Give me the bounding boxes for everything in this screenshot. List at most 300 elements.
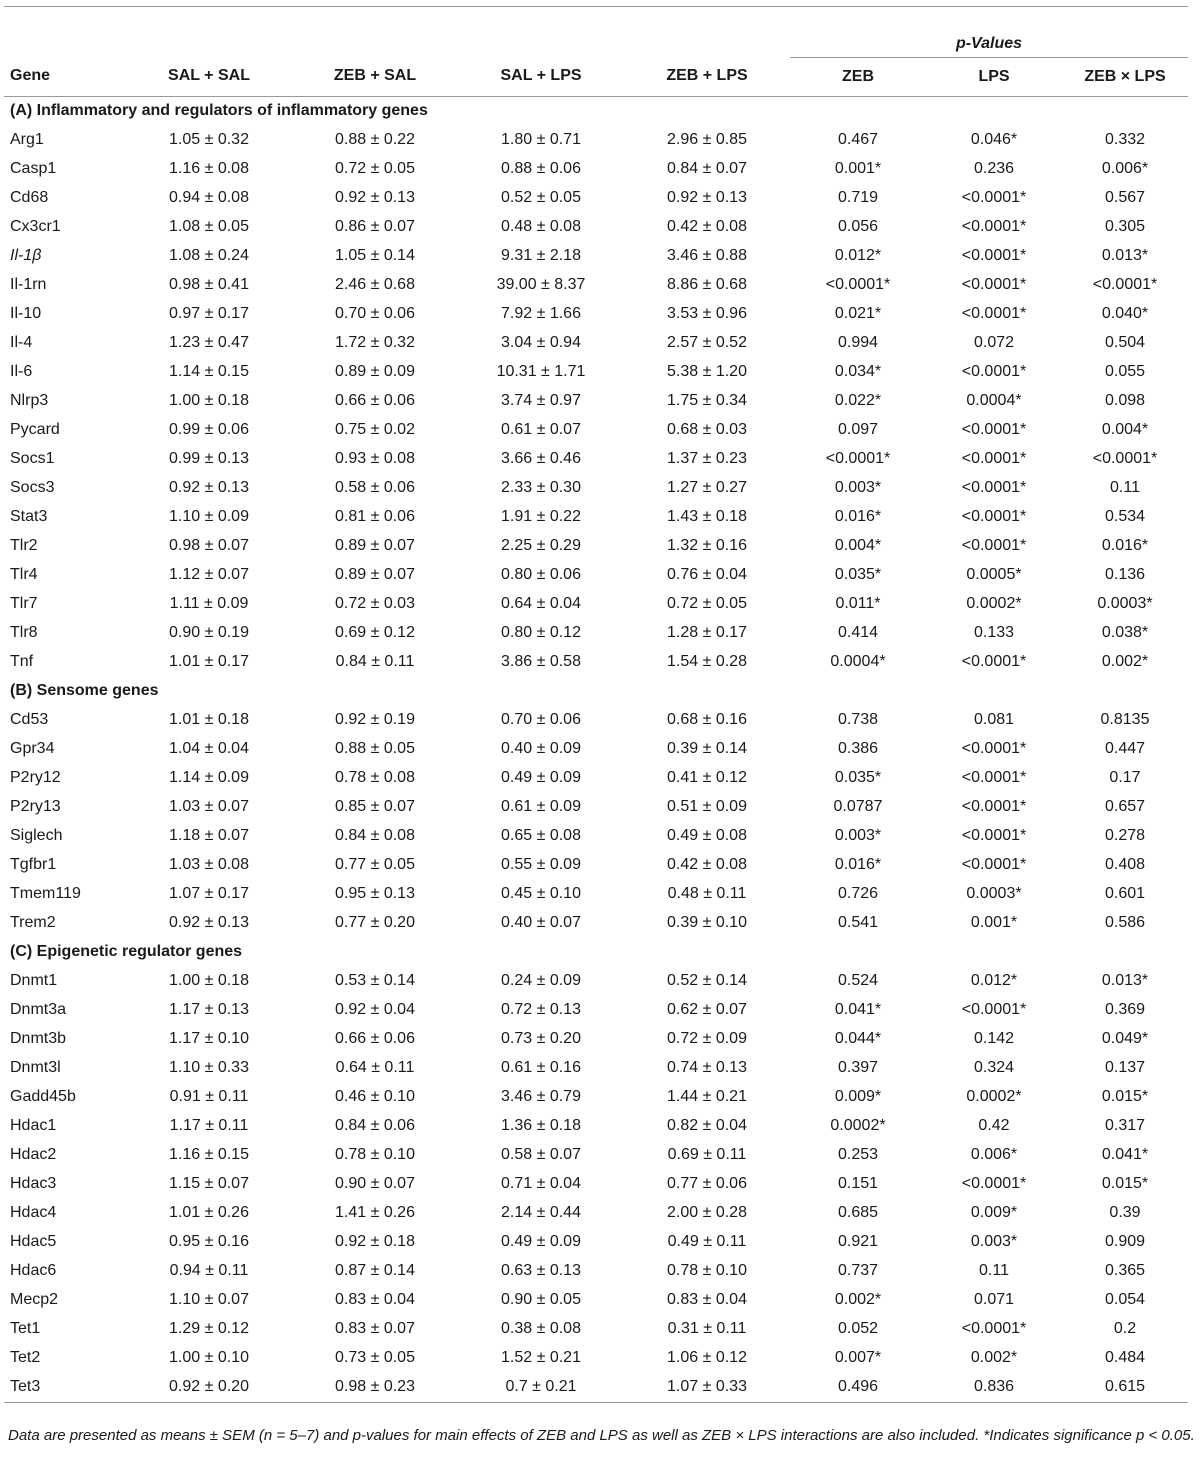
sal-sal-cell: 1.14 ± 0.15	[169, 363, 249, 380]
p-interaction-cell: 0.040*	[1101, 305, 1149, 322]
p-lps-cell: 0.324	[973, 1059, 1015, 1076]
zeb-lps-cell: 0.76 ± 0.04	[667, 566, 747, 583]
sal-lps-cell: 0.49 ± 0.09	[501, 769, 581, 786]
sal-sal-cell: 1.01 ± 0.18	[169, 711, 249, 728]
gene-name-cell: Tgfbr1	[10, 856, 57, 873]
p-lps-cell: 0.081	[973, 711, 1015, 728]
table-row	[4, 1054, 1188, 1083]
zeb-sal-cell: 0.72 ± 0.05	[335, 160, 415, 177]
p-interaction-cell: 0.909	[1104, 1233, 1146, 1250]
zeb-sal-cell: 0.66 ± 0.06	[335, 1030, 415, 1047]
p-lps-cell: <0.0001*	[961, 1320, 1027, 1337]
gene-name-cell: Tnf	[10, 653, 34, 670]
sal-sal-cell: 1.05 ± 0.32	[169, 131, 249, 148]
table-row	[4, 822, 1188, 851]
gene-name-cell: Dnmt3a	[10, 1001, 67, 1018]
p-interaction-cell: 0.002*	[1101, 653, 1149, 670]
sal-lps-cell: 39.00 ± 8.37	[496, 276, 586, 293]
p-lps-cell: <0.0001*	[961, 856, 1027, 873]
sal-lps-cell: 0.40 ± 0.07	[501, 914, 581, 931]
sal-lps-cell: 0.88 ± 0.06	[501, 160, 581, 177]
p-lps-cell: <0.0001*	[961, 276, 1027, 293]
sal-lps-cell: 1.36 ± 0.18	[501, 1117, 581, 1134]
p-lps-cell: 0.0003*	[966, 885, 1022, 902]
zeb-sal-cell: 0.84 ± 0.11	[335, 653, 415, 670]
p-zeb-cell: 0.011*	[835, 595, 881, 612]
p-lps-cell: 0.0002*	[966, 595, 1022, 612]
sal-sal-cell: 0.99 ± 0.13	[169, 450, 249, 467]
zeb-lps-cell: 0.78 ± 0.10	[667, 1262, 747, 1279]
sal-lps-cell: 9.31 ± 2.18	[501, 247, 581, 264]
gene-name-cell: Tet3	[4, 1373, 126, 1403]
p-lps-cell: <0.0001*	[961, 479, 1027, 496]
p-zeb-cell: 0.0787	[833, 798, 883, 815]
table-row	[4, 909, 1188, 938]
p-lps-cell: 0.002*	[970, 1349, 1018, 1366]
gene-name-cell: Tlr2	[10, 537, 38, 554]
p-zeb-cell: 0.044*	[834, 1030, 882, 1047]
zeb-lps-cell: 1.32 ± 0.16	[667, 537, 747, 554]
p-interaction-cell: 0.447	[1104, 740, 1146, 757]
p-zeb-cell: 0.726	[837, 885, 879, 902]
zeb-sal-cell: 0.72 ± 0.03	[335, 595, 415, 612]
p-lps-cell: 0.006*	[970, 1146, 1018, 1163]
p-zeb-cell: 0.041*	[834, 1001, 882, 1018]
gene-name-cell: Tlr4	[10, 566, 38, 583]
zeb-sal-cell: 0.53 ± 0.14	[335, 972, 415, 989]
p-interaction-cell: <0.0001*	[1092, 276, 1158, 293]
zeb-lps-cell: 0.68 ± 0.03	[667, 421, 747, 438]
p-lps-cell: 0.071	[973, 1291, 1015, 1308]
zeb-lps-cell: 0.51 ± 0.09	[667, 798, 747, 815]
p-zeb-cell: 0.386	[837, 740, 879, 757]
zeb-lps-cell: 0.39 ± 0.10	[667, 914, 747, 931]
table-row	[4, 358, 1188, 387]
p-interaction-cell: 0.504	[1104, 334, 1146, 351]
zeb-lps-cell: 0.77 ± 0.06	[667, 1175, 747, 1192]
gene-name-cell: Nlrp3	[10, 392, 49, 409]
table-footnote: Data are presented as means ± SEM (n = 5–7) and p-values for main effects of ZEB and LPS as well as ZEB × LPS interactions are also included. *Indicates significance p < 0.05.	[8, 1427, 1195, 1444]
p-lps-cell: <0.0001*	[961, 363, 1027, 380]
zeb-sal-cell: 0.81 ± 0.06	[335, 508, 415, 525]
sal-sal-cell: 1.00 ± 0.10	[169, 1349, 249, 1366]
zeb-sal-cell: 0.73 ± 0.05	[335, 1349, 415, 1366]
p-lps-cell: <0.0001*	[961, 508, 1027, 525]
gene-name-cell: Socs3	[10, 479, 55, 496]
p-interaction-cell: 0.136	[1104, 566, 1146, 583]
zeb-lps-cell: 0.74 ± 0.13	[667, 1059, 747, 1076]
p-lps-cell: <0.0001*	[961, 769, 1027, 786]
table-row	[4, 242, 1188, 271]
zeb-lps-cell: 3.53 ± 0.96	[667, 305, 747, 322]
gene-name-cell: Tlr8	[10, 624, 38, 641]
sal-sal-cell: 1.17 ± 0.11	[169, 1117, 249, 1134]
p-lps-cell: 0.836	[926, 1373, 1062, 1403]
sal-lps-cell: 3.04 ± 0.94	[501, 334, 581, 351]
zeb-lps-cell: 5.38 ± 1.20	[667, 363, 747, 380]
section-title: (B) Sensome genes	[10, 682, 159, 699]
gene-name-cell: Gadd45b	[10, 1088, 76, 1105]
zeb-lps-cell: 0.49 ± 0.11	[667, 1233, 747, 1250]
section-header-row	[4, 938, 1188, 967]
zeb-lps-cell: 1.37 ± 0.23	[667, 450, 747, 467]
p-zeb-cell: 0.097	[837, 421, 879, 438]
zeb-sal-cell: 0.64 ± 0.11	[335, 1059, 415, 1076]
sal-sal-cell: 1.10 ± 0.07	[169, 1291, 249, 1308]
p-interaction-cell: 0.317	[1104, 1117, 1146, 1134]
sal-lps-cell: 3.86 ± 0.58	[501, 653, 581, 670]
p-zeb-cell: 0.414	[837, 624, 879, 641]
p-interaction-cell: 0.0003*	[1097, 595, 1153, 612]
p-zeb-cell: 0.035*	[834, 769, 882, 786]
sal-lps-cell: 10.31 ± 1.71	[496, 363, 586, 380]
zeb-lps-cell: 0.42 ± 0.08	[667, 856, 747, 873]
zeb-lps-cell: 1.28 ± 0.17	[667, 624, 747, 641]
zeb-lps-cell: 0.48 ± 0.11	[667, 885, 747, 902]
p-interaction-cell: <0.0001*	[1092, 450, 1158, 467]
p-lps-cell: <0.0001*	[961, 450, 1027, 467]
p-interaction-cell: 0.657	[1104, 798, 1146, 815]
sal-sal-cell: 1.11 ± 0.09	[169, 595, 249, 612]
zeb-lps-cell: 0.72 ± 0.09	[667, 1030, 747, 1047]
sal-sal-cell: 1.16 ± 0.08	[169, 160, 249, 177]
table-row	[4, 1286, 1188, 1315]
table-row	[4, 155, 1188, 184]
p-zeb-cell: 0.921	[837, 1233, 879, 1250]
zeb-lps-cell: 0.83 ± 0.04	[667, 1291, 747, 1308]
sal-lps-cell: 0.80 ± 0.12	[501, 624, 581, 641]
gene-name-cell: Arg1	[10, 131, 44, 148]
sal-lps-cell: 1.52 ± 0.21	[501, 1349, 581, 1366]
sal-sal-cell: 1.10 ± 0.09	[169, 508, 249, 525]
sal-sal-cell: 1.14 ± 0.09	[169, 769, 249, 786]
sal-sal-cell: 1.23 ± 0.47	[169, 334, 249, 351]
table-row	[4, 880, 1188, 909]
p-interaction-cell: 0.408	[1104, 856, 1146, 873]
p-interaction-cell: 0.484	[1104, 1349, 1146, 1366]
table-row	[4, 300, 1188, 329]
sal-lps-cell: 0.49 ± 0.09	[501, 1233, 581, 1250]
section-title: (C) Epigenetic regulator genes	[10, 943, 243, 960]
p-lps-cell: 0.236	[973, 160, 1015, 177]
sal-sal-cell: 0.90 ± 0.19	[169, 624, 249, 641]
zeb-sal-cell: 2.46 ± 0.68	[335, 276, 415, 293]
zeb-sal-cell: 0.78 ± 0.10	[335, 1146, 415, 1163]
table-row	[4, 329, 1188, 358]
zeb-sal-cell: 0.78 ± 0.08	[335, 769, 415, 786]
col-header-sal-sal: SAL + SAL	[126, 57, 292, 96]
table-row	[4, 126, 1188, 155]
sal-sal-cell: 1.01 ± 0.26	[169, 1204, 249, 1221]
p-zeb-cell: 0.151	[837, 1175, 879, 1192]
p-interaction-cell: 0.8135	[1100, 711, 1150, 728]
table-row	[4, 619, 1188, 648]
p-lps-cell: <0.0001*	[961, 1001, 1027, 1018]
sal-lps-cell: 7.92 ± 1.66	[501, 305, 581, 322]
zeb-sal-cell: 0.58 ± 0.06	[335, 479, 415, 496]
p-zeb-cell: 0.035*	[834, 566, 882, 583]
zeb-lps-cell: 1.54 ± 0.28	[667, 653, 747, 670]
p-lps-cell: <0.0001*	[961, 218, 1027, 235]
p-lps-cell: 0.012*	[970, 972, 1018, 989]
gene-name-cell: Stat3	[10, 508, 48, 525]
sal-lps-cell: 2.33 ± 0.30	[501, 479, 581, 496]
sal-lps-cell: 0.71 ± 0.04	[501, 1175, 581, 1192]
p-interaction-cell: 0.2	[1113, 1320, 1137, 1337]
zeb-sal-cell: 0.87 ± 0.14	[335, 1262, 415, 1279]
gene-name-cell: Cd68	[10, 189, 49, 206]
gene-name-cell: Il-4	[10, 334, 33, 351]
p-lps-cell: <0.0001*	[961, 421, 1027, 438]
gene-name-cell: Hdac1	[10, 1117, 57, 1134]
header-row-columns	[4, 57, 1188, 96]
p-interaction-cell: 0.038*	[1101, 624, 1149, 641]
table-row	[4, 590, 1188, 619]
sal-sal-cell: 0.98 ± 0.07	[169, 537, 249, 554]
p-lps-cell: 0.142	[973, 1030, 1015, 1047]
col-header-p-zeb: ZEB	[790, 57, 926, 96]
zeb-lps-cell: 2.96 ± 0.85	[667, 131, 747, 148]
p-lps-cell: <0.0001*	[961, 305, 1027, 322]
zeb-sal-cell: 0.86 ± 0.07	[335, 218, 415, 235]
col-header-sal-lps: SAL + LPS	[458, 57, 624, 96]
zeb-sal-cell: 0.89 ± 0.07	[335, 566, 415, 583]
sal-sal-cell: 1.00 ± 0.18	[169, 392, 249, 409]
gene-name-cell: Il-6	[10, 363, 33, 380]
table-row	[4, 1199, 1188, 1228]
zeb-sal-cell: 0.75 ± 0.02	[335, 421, 415, 438]
p-lps-cell: 0.001*	[970, 914, 1018, 931]
sal-sal-cell: 1.15 ± 0.07	[169, 1175, 249, 1192]
zeb-lps-cell: 2.57 ± 0.52	[667, 334, 747, 351]
gene-name-cell: Tet1	[10, 1320, 41, 1337]
zeb-sal-cell: 0.85 ± 0.07	[335, 798, 415, 815]
sal-sal-cell: 0.94 ± 0.11	[169, 1262, 249, 1279]
p-zeb-cell: 0.253	[837, 1146, 879, 1163]
p-interaction-cell: 0.013*	[1101, 972, 1149, 989]
table-row	[4, 474, 1188, 503]
zeb-lps-cell: 0.49 ± 0.08	[667, 827, 747, 844]
p-interaction-cell: 0.049*	[1101, 1030, 1149, 1047]
sal-lps-cell: 0.55 ± 0.09	[501, 856, 581, 873]
p-zeb-cell: 0.496	[790, 1373, 926, 1403]
p-interaction-cell: 0.041*	[1101, 1146, 1149, 1163]
p-interaction-cell: 0.004*	[1101, 421, 1149, 438]
p-interaction-cell: 0.11	[1110, 479, 1140, 496]
col-header-zeb-lps: ZEB + LPS	[624, 57, 790, 96]
p-interaction-cell: 0.305	[1104, 218, 1146, 235]
p-lps-cell: 0.42	[978, 1117, 1010, 1134]
sal-sal-cell: 0.94 ± 0.08	[169, 189, 249, 206]
p-lps-cell: 0.133	[973, 624, 1015, 641]
p-lps-cell: <0.0001*	[961, 740, 1027, 757]
p-lps-cell: 0.072	[973, 334, 1015, 351]
table-row	[4, 271, 1188, 300]
sal-lps-cell: 0.38 ± 0.08	[501, 1320, 581, 1337]
p-zeb-cell: 0.994	[837, 334, 879, 351]
zeb-lps-cell: 1.75 ± 0.34	[667, 392, 747, 409]
p-lps-cell: 0.0005*	[966, 566, 1022, 583]
table-row	[4, 184, 1188, 213]
gene-name-cell: Cd53	[10, 711, 49, 728]
table-row	[4, 503, 1188, 532]
zeb-sal-cell: 0.93 ± 0.08	[335, 450, 415, 467]
zeb-sal-cell: 0.83 ± 0.07	[335, 1320, 415, 1337]
sal-lps-cell: 3.46 ± 0.79	[501, 1088, 581, 1105]
gene-name-cell: Socs1	[10, 450, 55, 467]
gene-name-cell: Dnmt3b	[10, 1030, 67, 1047]
zeb-lps-cell: 1.07 ± 0.33	[624, 1373, 790, 1403]
zeb-sal-cell: 0.46 ± 0.10	[335, 1088, 415, 1105]
sal-sal-cell: 1.16 ± 0.15	[169, 1146, 249, 1163]
p-zeb-cell: 0.052	[837, 1320, 879, 1337]
zeb-sal-cell: 0.89 ± 0.07	[335, 537, 415, 554]
sal-sal-cell: 1.18 ± 0.07	[169, 827, 249, 844]
sal-sal-cell: 1.01 ± 0.17	[169, 653, 249, 670]
p-interaction-cell: 0.365	[1104, 1262, 1146, 1279]
gene-name-cell: Dnmt1	[10, 972, 58, 989]
p-lps-cell: <0.0001*	[961, 1175, 1027, 1192]
sal-sal-cell: 1.04 ± 0.04	[169, 740, 249, 757]
sal-sal-cell: 1.29 ± 0.12	[169, 1320, 249, 1337]
sal-lps-cell: 0.90 ± 0.05	[501, 1291, 581, 1308]
sal-lps-cell: 1.91 ± 0.22	[501, 508, 581, 525]
zeb-sal-cell: 0.95 ± 0.13	[335, 885, 415, 902]
gene-name-cell: Mecp2	[10, 1291, 59, 1308]
sal-lps-cell: 0.7 ± 0.21	[458, 1373, 624, 1403]
p-interaction-cell: 0.615	[1062, 1373, 1188, 1403]
gene-expression-table	[4, 7, 1188, 1403]
table-row	[4, 1112, 1188, 1141]
sal-sal-cell: 0.92 ± 0.20	[126, 1373, 292, 1403]
sal-lps-cell: 0.64 ± 0.04	[501, 595, 581, 612]
gene-name-cell: Pycard	[10, 421, 60, 438]
zeb-lps-cell: 8.86 ± 0.68	[667, 276, 747, 293]
sal-lps-cell: 1.80 ± 0.71	[501, 131, 581, 148]
zeb-lps-cell: 0.92 ± 0.13	[667, 189, 747, 206]
zeb-sal-cell: 1.05 ± 0.14	[335, 247, 415, 264]
p-interaction-cell: 0.601	[1104, 885, 1146, 902]
gene-name-cell: Il-1rn	[10, 276, 47, 293]
sal-lps-cell: 2.25 ± 0.29	[501, 537, 581, 554]
p-lps-cell: 0.0004*	[966, 392, 1022, 409]
sal-lps-cell: 0.73 ± 0.20	[501, 1030, 581, 1047]
gene-name-cell: Dnmt3l	[10, 1059, 61, 1076]
sal-lps-cell: 0.40 ± 0.09	[501, 740, 581, 757]
zeb-sal-cell: 1.72 ± 0.32	[335, 334, 415, 351]
section-header-row	[4, 677, 1188, 706]
table-row	[4, 1170, 1188, 1199]
p-interaction-cell: 0.006*	[1101, 160, 1149, 177]
gene-name-cell: Siglech	[10, 827, 63, 844]
table-row	[4, 1228, 1188, 1257]
zeb-lps-cell: 0.62 ± 0.07	[667, 1001, 747, 1018]
gene-name-cell: Hdac4	[10, 1204, 57, 1221]
table-row	[4, 387, 1188, 416]
sal-sal-cell: 1.08 ± 0.24	[169, 247, 249, 264]
table-body	[4, 96, 1188, 1402]
zeb-sal-cell: 0.92 ± 0.04	[335, 1001, 415, 1018]
gene-name-cell: Hdac2	[10, 1146, 57, 1163]
sal-sal-cell: 0.98 ± 0.41	[169, 276, 249, 293]
zeb-lps-cell: 0.41 ± 0.12	[667, 769, 747, 786]
zeb-sal-cell: 0.70 ± 0.06	[335, 305, 415, 322]
section-header-row	[4, 96, 1188, 126]
p-lps-cell: <0.0001*	[961, 827, 1027, 844]
p-zeb-cell: 0.022*	[834, 392, 882, 409]
sal-lps-cell: 0.24 ± 0.09	[501, 972, 581, 989]
p-lps-cell: 0.009*	[970, 1204, 1018, 1221]
p-interaction-cell: 0.054	[1104, 1291, 1146, 1308]
gene-name-cell: Hdac5	[10, 1233, 57, 1250]
p-zeb-cell: 0.524	[837, 972, 879, 989]
zeb-lps-cell: 1.27 ± 0.27	[667, 479, 747, 496]
p-lps-cell: <0.0001*	[961, 189, 1027, 206]
zeb-sal-cell: 1.41 ± 0.26	[335, 1204, 415, 1221]
p-zeb-cell: 0.012*	[834, 247, 882, 264]
p-lps-cell: 0.11	[979, 1262, 1009, 1279]
p-zeb-cell: 0.034*	[834, 363, 882, 380]
sal-sal-cell: 1.03 ± 0.07	[169, 798, 249, 815]
sal-lps-cell: 0.48 ± 0.08	[501, 218, 581, 235]
gene-name-cell: Il-1β	[10, 247, 42, 264]
zeb-sal-cell: 0.83 ± 0.04	[335, 1291, 415, 1308]
sal-sal-cell: 0.97 ± 0.17	[169, 305, 249, 322]
table-row	[4, 996, 1188, 1025]
p-interaction-cell: 0.016*	[1101, 537, 1149, 554]
p-zeb-cell: 0.719	[837, 189, 879, 206]
gene-name-cell: Tlr7	[10, 595, 38, 612]
table-row	[4, 706, 1188, 735]
zeb-lps-cell: 0.72 ± 0.05	[667, 595, 747, 612]
zeb-sal-cell: 0.69 ± 0.12	[335, 624, 415, 641]
zeb-sal-cell: 0.84 ± 0.06	[335, 1117, 415, 1134]
p-lps-cell: 0.003*	[970, 1233, 1018, 1250]
p-zeb-cell: 0.007*	[834, 1349, 882, 1366]
zeb-lps-cell: 1.43 ± 0.18	[667, 508, 747, 525]
p-lps-cell: 0.046*	[970, 131, 1018, 148]
sal-lps-cell: 0.45 ± 0.10	[501, 885, 581, 902]
table-row	[4, 851, 1188, 880]
gene-name-cell: Casp1	[10, 160, 57, 177]
table-row	[4, 1025, 1188, 1054]
p-interaction-cell: 0.013*	[1101, 247, 1149, 264]
sal-sal-cell: 0.91 ± 0.11	[169, 1088, 249, 1105]
zeb-lps-cell: 0.82 ± 0.04	[667, 1117, 747, 1134]
p-interaction-cell: 0.055	[1104, 363, 1146, 380]
zeb-lps-cell: 0.84 ± 0.07	[667, 160, 747, 177]
pvalues-title: p-Values	[790, 7, 1188, 57]
p-zeb-cell: 0.009*	[834, 1088, 882, 1105]
p-interaction-cell: 0.278	[1104, 827, 1146, 844]
p-zeb-cell: 0.738	[837, 711, 879, 728]
table-row	[4, 1141, 1188, 1170]
p-zeb-cell: 0.004*	[834, 537, 882, 554]
table-row	[4, 735, 1188, 764]
table-row	[4, 793, 1188, 822]
zeb-lps-cell: 2.00 ± 0.28	[667, 1204, 747, 1221]
zeb-sal-cell: 0.77 ± 0.20	[335, 914, 415, 931]
p-interaction-cell: 0.586	[1104, 914, 1146, 931]
p-lps-cell: <0.0001*	[961, 537, 1027, 554]
p-zeb-cell: 0.016*	[834, 508, 882, 525]
sal-sal-cell: 1.07 ± 0.17	[169, 885, 249, 902]
sal-lps-cell: 0.70 ± 0.06	[501, 711, 581, 728]
zeb-sal-cell: 0.88 ± 0.05	[335, 740, 415, 757]
p-zeb-cell: 0.056	[837, 218, 879, 235]
zeb-lps-cell: 1.06 ± 0.12	[667, 1349, 747, 1366]
gene-name-cell: Hdac3	[10, 1175, 57, 1192]
